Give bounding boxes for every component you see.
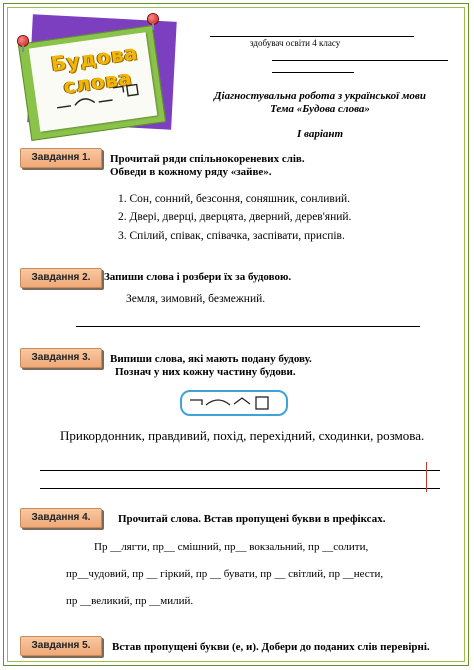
task-2-label: Завдання 2. [20,268,102,288]
task-2-instruction: Запиши слова і розбери їх за будовою. [104,271,292,283]
task-4-instruction: Прочитай слова. Встав пропущені букви в префіксах. [118,513,386,525]
red-pin-icon [148,14,158,24]
task-4-label: Завдання 4. [20,508,102,528]
topic-title: Тема «Будова слова» [270,103,370,115]
answer-line[interactable] [40,488,440,489]
word-scheme-box [180,390,288,416]
name-line [210,36,414,37]
task-2-words: Земля, зимовий, безмежний. [126,293,266,305]
prefix-root-suffix-ending-scheme-icon [182,392,286,414]
task-1-instruction: Прочитай ряди спільнокореневих слів. [110,153,305,165]
task-3-words: Прикордонник, правдивий, похід, перехідний, сходинки, розмова. [60,428,425,443]
task-3-instruction: Випиши слова, які мають подану будову. [110,353,312,365]
work-title: Діагностувальна робота з української мови [214,90,426,102]
task-1-instruction: Обведи в кожному ряду «зайве». [110,166,272,178]
blank-line [272,72,354,73]
word-structure-scheme-icon [48,80,148,114]
answer-line[interactable] [76,326,420,327]
task-5-instruction: Встав пропущені букви (е, и). Добери до поданих слів перевірні. [112,641,430,653]
task-3-label: Завдання 3. [20,348,102,368]
prefix-row-2: пр__чудовий, пр __ гіркий, пр __ бувати, пр __ світлий, пр __нести, [66,568,384,580]
word-row-1: 1. Сон, сонний, безсоння, соняшник, сонливий. [118,193,351,205]
task-1-label: Завдання 1. [20,148,102,168]
word-row-2: 2. Двері, дверці, дверцята, дверний, дерев'яний. [118,211,352,223]
card-title: Будова слова [49,40,140,99]
answer-line[interactable] [40,470,440,471]
red-pin-icon [18,36,28,46]
word-row-3: 3. Спілий, співак, співачка, заспівати, приспів. [118,230,345,242]
task-3-instruction: Познач у них кожну частину будови. [115,366,296,378]
margin-line [426,462,427,492]
grade-note: здобувач освіти 4 класу [250,38,341,48]
task-5-label: Завдання 5. [20,636,102,656]
prefix-row-3: пр __великий, пр __милий. [66,595,194,607]
blank-line [272,60,448,61]
variant-title: І варіант [296,128,344,140]
prefix-row-1: Пр __лягти, пр__ смішний, пр__ вокзальний, пр __солити, [94,541,369,553]
